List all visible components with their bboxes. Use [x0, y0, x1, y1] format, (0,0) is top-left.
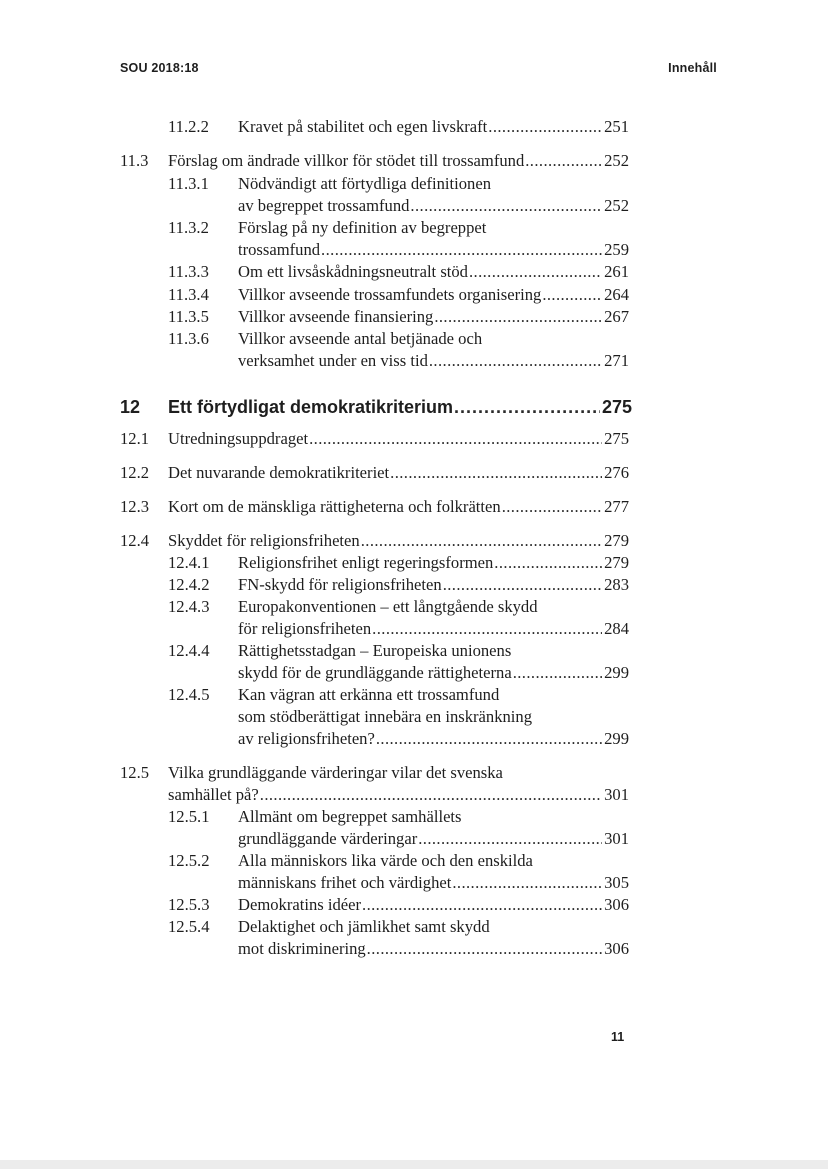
dot-leader: [375, 728, 602, 750]
toc-entry-page: 261: [604, 262, 629, 281]
toc-entry-page: 306: [604, 895, 629, 914]
toc-entry[interactable]: [120, 530, 629, 552]
toc-entry-title: Kort om de mänskliga rättigheterna och folkrätten: [168, 497, 501, 516]
toc-entry-page: 301: [604, 829, 629, 848]
toc-entry[interactable]: [168, 217, 629, 239]
dot-leader: [417, 828, 602, 850]
toc-entry-title: Demokratins idéer: [238, 895, 362, 914]
toc-entry-page: 279: [604, 553, 629, 572]
toc-entry[interactable]: [168, 640, 629, 662]
toc-entry-number: 11.2.2: [168, 117, 209, 136]
toc-entry-number: 12.4: [120, 531, 150, 550]
toc-entry-continuation[interactable]: [168, 872, 629, 894]
running-header-right: Innehåll: [668, 61, 717, 75]
chapter-number: 12: [120, 397, 141, 417]
dot-leader: [389, 462, 602, 484]
toc-entry[interactable]: [120, 150, 629, 172]
toc-entry-page: 275: [604, 429, 629, 448]
dot-leader: [524, 150, 602, 172]
toc-entry-continuation[interactable]: [168, 728, 629, 750]
dot-leader: [366, 938, 602, 960]
toc-entry-page: 306: [604, 939, 629, 958]
toc-entry[interactable]: [120, 496, 629, 518]
toc-entry-title-line: Nödvändigt att förtydliga definitionen: [238, 174, 491, 193]
toc-entry-title: Utredningsuppdraget: [168, 429, 309, 448]
toc-entry-title: samhället på?: [168, 785, 259, 804]
toc-entry[interactable]: [168, 850, 629, 872]
toc-entry-title: människans frihet och värdighet: [238, 873, 452, 892]
toc-entry-number: 12.5.4: [168, 917, 210, 936]
toc-entry-title: verksamhet under en viss tid: [238, 351, 428, 370]
toc-entry-title: för religionsfriheten: [238, 619, 372, 638]
toc-entry[interactable]: [168, 574, 629, 596]
dot-leader: [433, 306, 602, 328]
toc-entry-title-line: Vilka grundläggande värderingar vilar det svenska: [168, 763, 503, 782]
toc-entry-number: 12.4.5: [168, 685, 210, 704]
toc-entry-title-line: Allmänt om begreppet samhällets: [238, 807, 462, 826]
toc-entry-title: Villkor avseende finansiering: [238, 307, 434, 326]
toc-entry-title-line: Rättighetsstadgan – Europeiska unionens: [238, 641, 512, 660]
toc-entry-number: 12.1: [120, 429, 150, 448]
toc-entry[interactable]: [168, 916, 629, 938]
toc-entry-page: 252: [604, 196, 629, 215]
toc-entry-title: Villkor avseende trossamfundets organisering: [238, 285, 542, 304]
toc-entry-page: 276: [604, 463, 629, 482]
toc-entry-title-line: Delaktighet och jämlikhet samt skydd: [238, 917, 490, 936]
toc-entry-continuation[interactable]: [168, 662, 629, 684]
toc-entry-page: 283: [604, 575, 629, 594]
toc-entry-number: 12.4.3: [168, 597, 210, 616]
toc-entry-number: 11.3: [120, 151, 149, 170]
toc-entry-title-line: Villkor avseende antal betjänade och: [238, 329, 483, 348]
toc-entry-number: 11.3.4: [168, 285, 209, 304]
toc-entry-continuation[interactable]: [168, 350, 629, 372]
dot-leader: [493, 552, 602, 574]
toc-entry-title: Det nuvarande demokratikriteriet: [168, 463, 390, 482]
toc-entry-page: 259: [604, 240, 629, 259]
toc-entry-page: 277: [604, 497, 629, 516]
dot-leader: [428, 350, 602, 372]
toc-chapter[interactable]: [120, 394, 632, 420]
toc-entry-continuation[interactable]: [168, 239, 629, 261]
toc-entry-title: Kravet på stabilitet och egen livskraft: [238, 117, 488, 136]
toc-entry-page: 299: [604, 729, 629, 748]
dot-leader: [409, 195, 602, 217]
toc-entry-page: 301: [604, 785, 629, 804]
dot-leader: [451, 872, 602, 894]
dot-leader: [512, 662, 602, 684]
dot-leader: [453, 394, 600, 420]
toc-entry-page: 271: [604, 351, 629, 370]
toc-entry-page: 267: [604, 307, 629, 326]
dot-leader: [320, 239, 602, 261]
toc-entry[interactable]: [168, 596, 629, 618]
toc-entry[interactable]: [168, 173, 629, 195]
toc-entry-continuation[interactable]: [168, 706, 629, 728]
toc-entry-title: Förslag om ändrade villkor för stödet till trossamfund: [168, 151, 525, 170]
toc-entry-title: trossamfund: [238, 240, 321, 259]
toc-entry[interactable]: [168, 894, 629, 916]
toc-entry-title-line: Alla människors lika värde och den enskilda: [238, 851, 533, 870]
toc-entry[interactable]: [120, 762, 629, 784]
toc-entry-continuation[interactable]: [168, 938, 629, 960]
dot-leader: [487, 116, 602, 138]
page-number: 11: [611, 1030, 625, 1044]
toc-entry-page: 252: [604, 151, 629, 170]
toc-entry-title: grundläggande värderingar: [238, 829, 418, 848]
toc-entry[interactable]: [168, 552, 629, 574]
scan-edge: [0, 1160, 828, 1169]
dot-leader: [541, 284, 602, 306]
toc-entry-page: 264: [604, 285, 629, 304]
toc-entry-page: 299: [604, 663, 629, 682]
toc-entry-number: 12.4.1: [168, 553, 210, 572]
toc-entry-title: av religionsfriheten?: [238, 729, 375, 748]
toc-entry-number: 11.3.2: [168, 218, 209, 237]
toc-entry[interactable]: [168, 261, 629, 283]
toc-entry-title: av begreppet trossamfund: [238, 196, 410, 215]
toc-entry-number: 12.5.3: [168, 895, 210, 914]
toc-entry-title: Om ett livsåskådningsneutralt stöd: [238, 262, 468, 281]
toc-entry-number: 11.3.6: [168, 329, 209, 348]
toc-entry[interactable]: [120, 428, 629, 450]
chapter-title: Ett förtydligat demokratikriterium: [168, 397, 454, 417]
toc-entry-number: 11.3.3: [168, 262, 209, 281]
toc-entry-number: 12.5.1: [168, 807, 210, 826]
toc-entry-number: 11.3.5: [168, 307, 209, 326]
toc-entry[interactable]: [168, 684, 629, 706]
toc-entry-title-line: Europakonventionen – ett långtgående skydd: [238, 597, 538, 616]
toc-entry-number: 12.2: [120, 463, 150, 482]
toc-entry-title: skydd för de grundläggande rättigheterna: [238, 663, 512, 682]
running-header-left: SOU 2018:18: [120, 61, 199, 75]
toc-entry-page: 251: [604, 117, 629, 136]
dot-leader: [501, 496, 602, 518]
toc-entry[interactable]: [120, 462, 629, 484]
toc-entry-title-line: som stödberättigat innebära en inskränkning: [238, 707, 533, 726]
toc-entry-page: 284: [604, 619, 629, 638]
toc-entry-continuation[interactable]: [168, 618, 629, 640]
toc-entry-page: 279: [604, 531, 629, 550]
toc-entry-title: FN-skydd för religionsfriheten: [238, 575, 442, 594]
toc-entry-continuation[interactable]: [168, 195, 629, 217]
toc-entry-number: 12.4.2: [168, 575, 210, 594]
toc-entry-number: 12.5.2: [168, 851, 210, 870]
toc-entry-number: 12.4.4: [168, 641, 210, 660]
toc-entry[interactable]: [168, 284, 629, 306]
dot-leader: [308, 428, 602, 450]
toc-entry-number: 12.3: [120, 497, 150, 516]
toc-entry-title: mot diskriminering: [238, 939, 366, 958]
toc-entry[interactable]: [168, 806, 629, 828]
dot-leader: [361, 894, 602, 916]
dot-leader: [360, 530, 602, 552]
toc-entry-title: Religionsfrihet enligt regeringsformen: [238, 553, 494, 572]
dot-leader: [442, 574, 602, 596]
dot-leader: [468, 261, 602, 283]
toc-entry[interactable]: [168, 116, 629, 138]
dot-leader: [371, 618, 602, 640]
toc-entry-title-line: Kan vägran att erkänna ett trossamfund: [238, 685, 500, 704]
toc-entry-title-line: Förslag på ny definition av begreppet: [238, 218, 487, 237]
toc-entry[interactable]: [168, 306, 629, 328]
toc-entry-number: 11.3.1: [168, 174, 209, 193]
toc-entry-number: 12.5: [120, 763, 150, 782]
toc-entry-title: Skyddet för religionsfriheten: [168, 531, 360, 550]
toc-entry-continuation[interactable]: [168, 828, 629, 850]
toc-entry[interactable]: [168, 328, 629, 350]
chapter-page: 275: [601, 397, 632, 417]
dot-leader: [259, 784, 602, 806]
toc-entry-continuation[interactable]: [120, 784, 629, 806]
toc-entry-page: 305: [604, 873, 629, 892]
